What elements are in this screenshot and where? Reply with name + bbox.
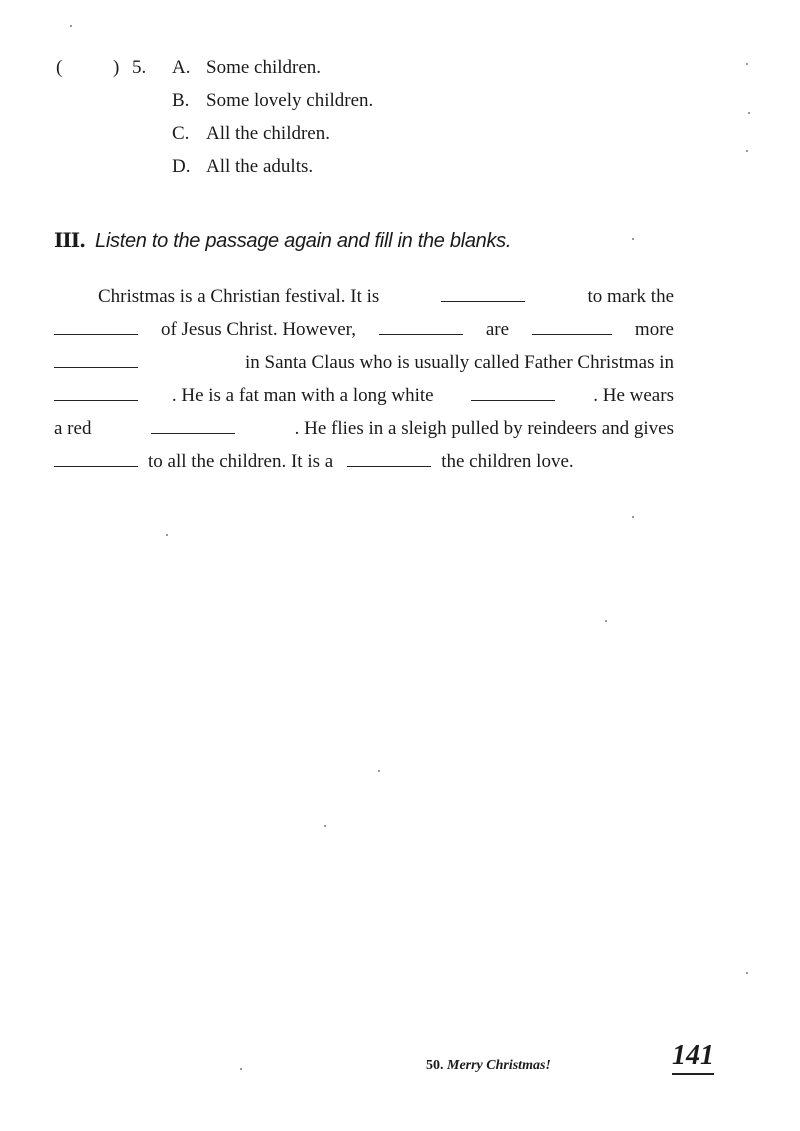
passage-text: more — [634, 319, 674, 340]
scan-speck — [632, 238, 634, 240]
passage — [54, 280, 674, 478]
scan-speck — [746, 63, 748, 65]
passage-text: the children love. — [441, 451, 574, 472]
option-c — [172, 123, 330, 145]
blank-1[interactable] — [441, 300, 525, 302]
blank-6[interactable] — [54, 399, 138, 401]
blank-9[interactable] — [54, 465, 138, 467]
question-number: 5. — [132, 57, 147, 78]
passage-line — [54, 346, 674, 379]
option-b — [172, 90, 373, 112]
option-letter: C. — [172, 123, 190, 144]
passage-text: to mark the — [587, 286, 674, 307]
section-instruction: Listen to the passage again and fill in the blanks. — [95, 230, 512, 252]
passage-text: a red — [54, 418, 92, 439]
option-a — [172, 57, 321, 79]
blank-2[interactable] — [54, 333, 138, 335]
passage-text: to all the children. It is a — [148, 451, 334, 472]
section-3-heading — [54, 228, 511, 253]
unit-footer — [426, 1058, 551, 1074]
passage-text: . He wears — [593, 385, 674, 406]
option-letter: B. — [172, 90, 190, 111]
blank-4[interactable] — [532, 333, 612, 335]
blank-8[interactable] — [151, 432, 235, 434]
page-number: 141 — [672, 1040, 714, 1075]
passage-line — [54, 280, 674, 313]
option-letter: A. — [172, 57, 191, 78]
scan-speck — [70, 25, 72, 27]
passage-line — [54, 313, 674, 346]
blank-7[interactable] — [471, 399, 555, 401]
option-text: Some children. — [206, 57, 322, 78]
scan-speck — [632, 516, 634, 518]
option-text: Some lovely children. — [206, 90, 374, 111]
unit-number: 50. — [426, 1058, 444, 1073]
scan-speck — [748, 112, 750, 114]
answer-paren-close: ) — [113, 57, 120, 78]
scan-speck — [166, 534, 168, 536]
scan-speck — [605, 620, 607, 622]
scan-speck — [746, 972, 748, 974]
passage-text: are — [485, 319, 510, 340]
option-letter: D. — [172, 156, 191, 177]
passage-line — [54, 445, 674, 478]
passage-text: . He flies in a sleigh pulled by reindeers and gives — [294, 418, 674, 439]
option-text: All the adults. — [206, 156, 314, 177]
passage-line — [54, 379, 674, 412]
passage-line — [54, 412, 674, 445]
scan-speck — [240, 1068, 242, 1070]
passage-text: Christmas is a Christian festival. It is — [98, 286, 380, 307]
blank-3[interactable] — [379, 333, 463, 335]
scan-speck — [324, 825, 326, 827]
option-d — [172, 156, 313, 178]
blank-5[interactable] — [54, 366, 138, 368]
section-number: III. — [54, 228, 86, 252]
scan-speck — [378, 770, 380, 772]
scan-speck — [746, 150, 748, 152]
answer-paren-open: ( — [56, 57, 63, 78]
passage-text: of Jesus Christ. However, — [160, 319, 356, 340]
passage-text: in Santa Claus who is usually called Father Christmas in — [244, 352, 674, 373]
option-text: All the children. — [206, 123, 330, 144]
blank-10[interactable] — [347, 465, 431, 467]
unit-title: Merry Christmas! — [447, 1058, 551, 1073]
passage-text: . He is a fat man with a long white — [171, 385, 434, 406]
